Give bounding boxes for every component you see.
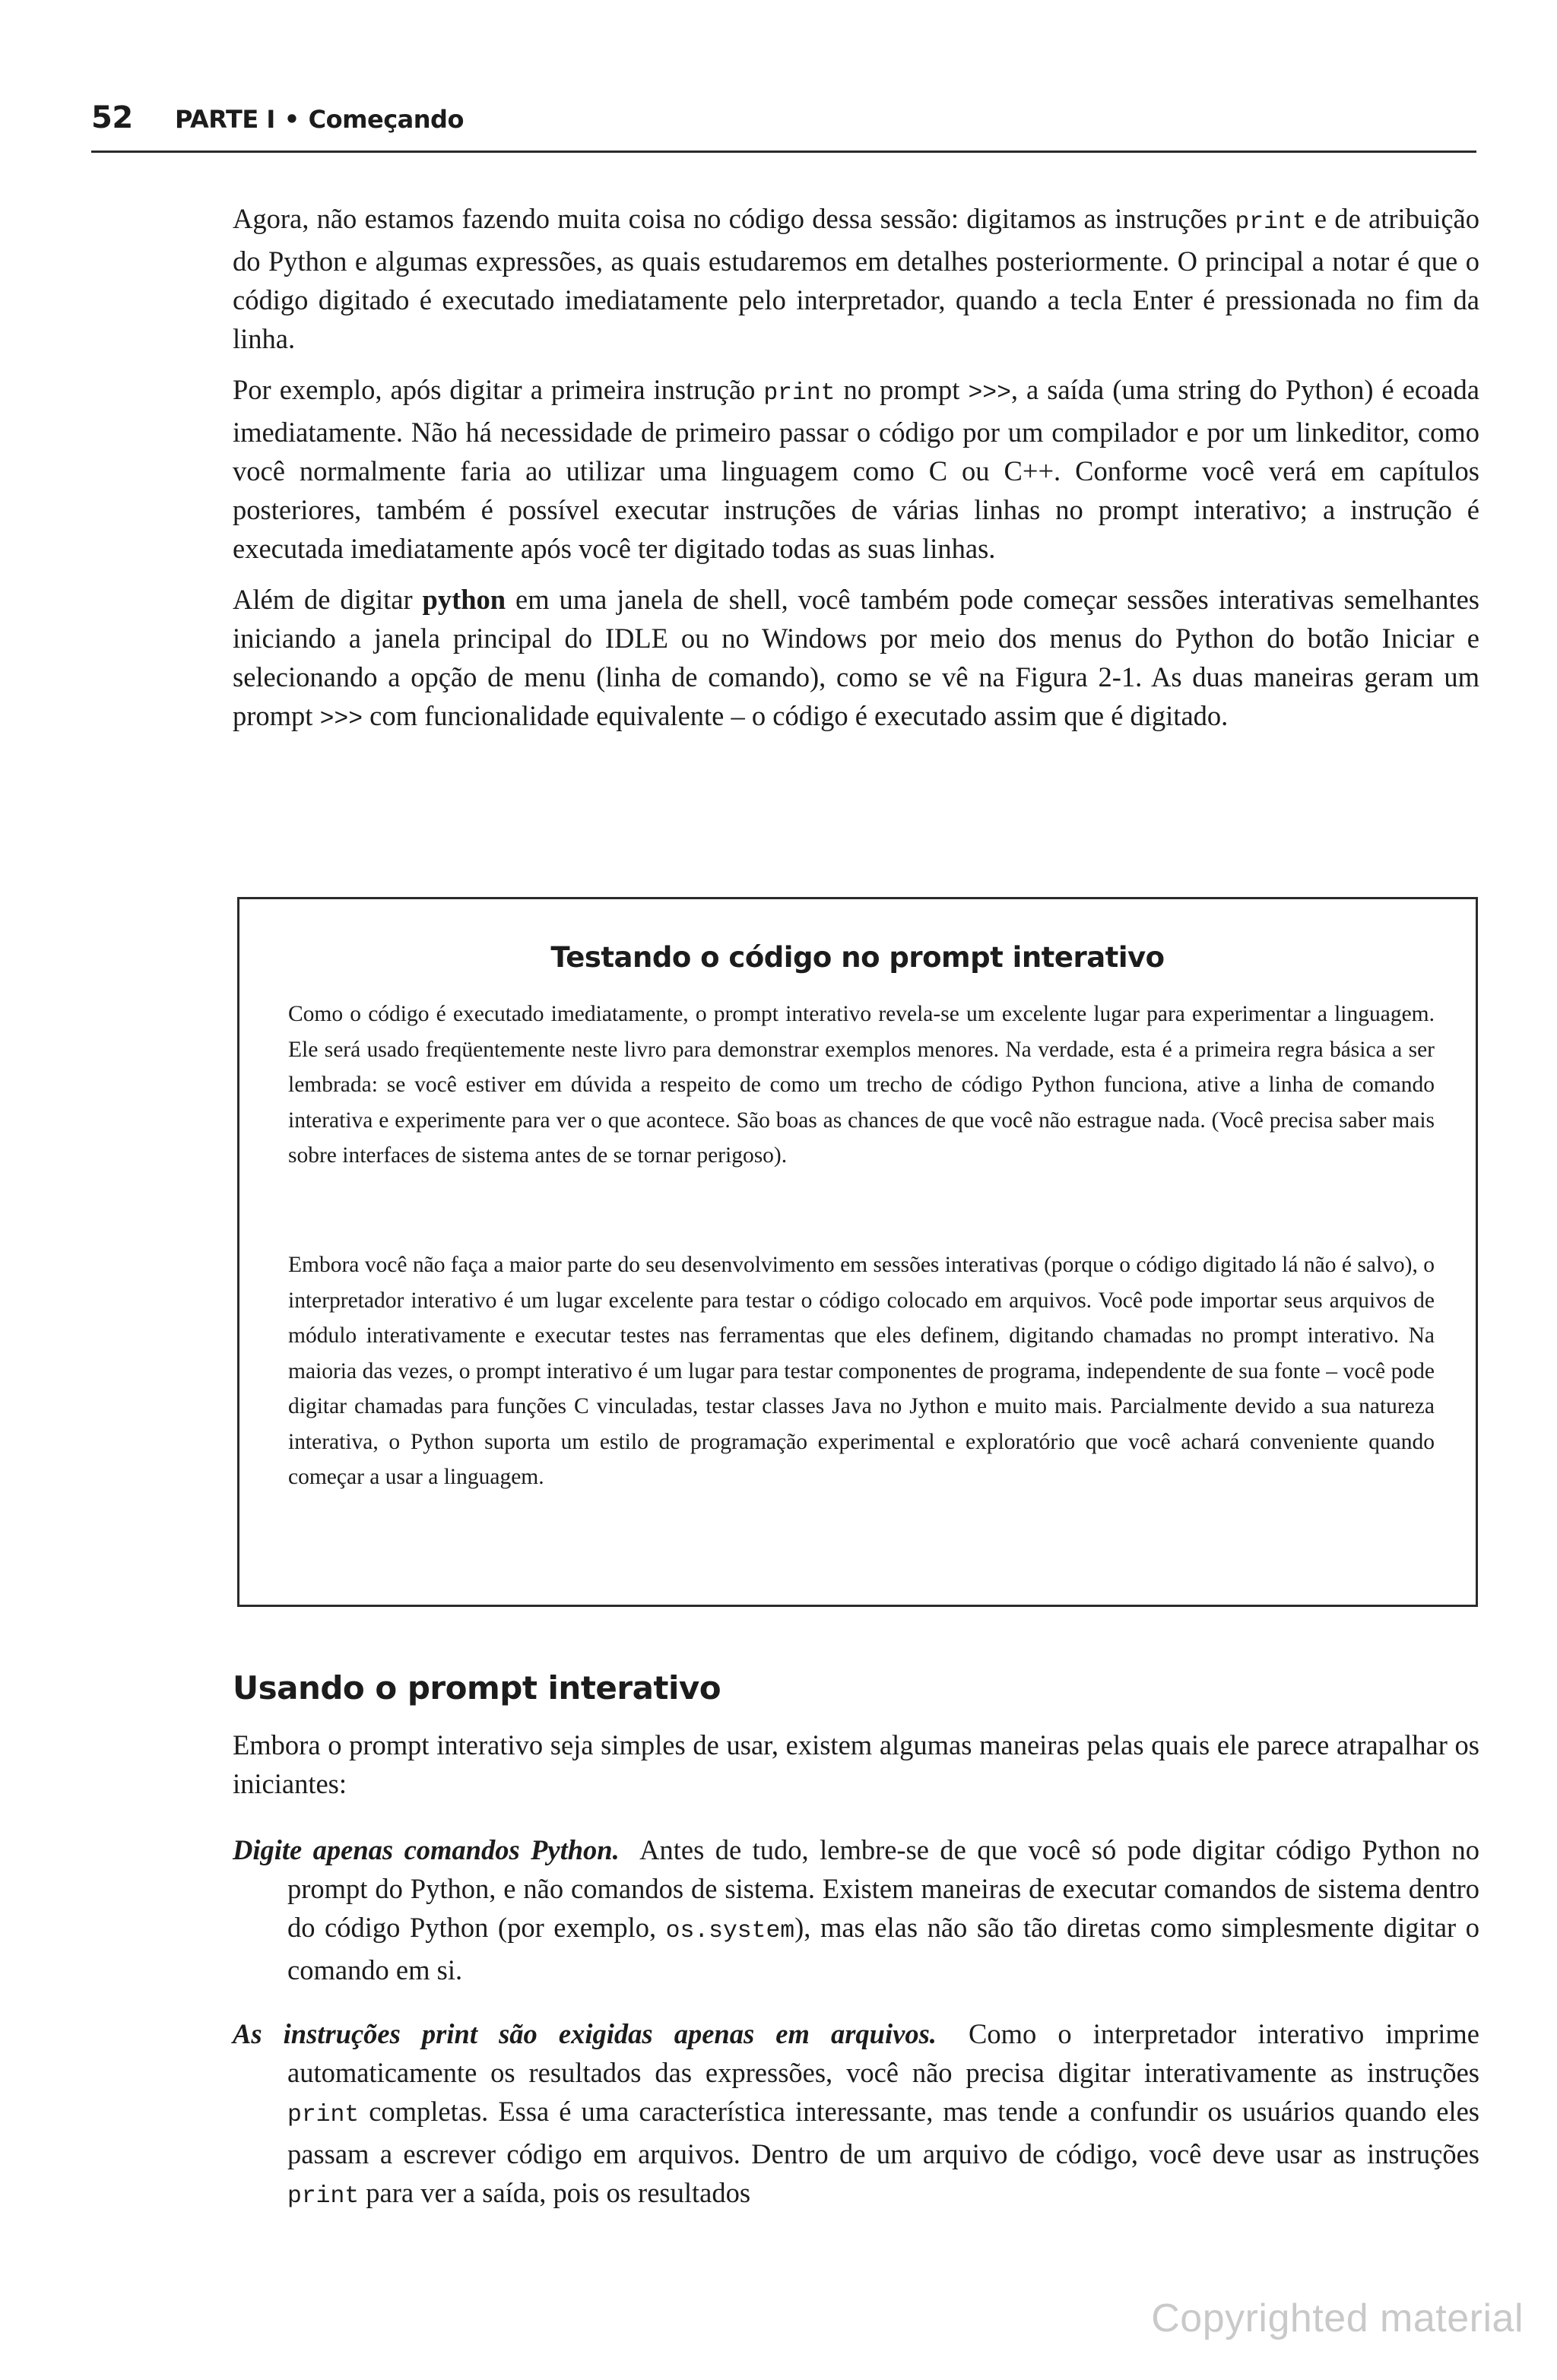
code-print: print bbox=[1235, 209, 1307, 236]
sidebar-title: Testando o código no prompt interativo bbox=[550, 941, 1165, 974]
code-os-system: os.system bbox=[665, 1918, 795, 1944]
bullet-separator: • bbox=[284, 105, 300, 134]
running-head bbox=[91, 100, 1476, 153]
paragraph-2: Por exemplo, após digitar a primeira instrução print no prompt >>>, a saída (uma string do Python) é ecoada imediatamente. Não há necessidade de primeiro passar o código por um compilador e por um linkeditor, como você normalmente faria ao utilizar uma linguagem como C ou C++. Conforme você verá em capítulos posteriores, também é possível executar instruções de várias linhas no prompt interativo; a instrução é executada imediatamente após você ter digitado todas as suas linhas. bbox=[233, 374, 1479, 564]
paragraph-3: Além de digitar python em uma janela de shell, você também pode começar sessões interativas semelhantes iniciando a janela principal do IDLE ou no Windows por meio dos menus do Python do botão Iniciar e selecionando a opção de menu (linha de comando), como se vê na Figura 2-1. As duas maneiras geram um prompt >>> com funcionalidade equivalente – o código é executado assim que é digitado. bbox=[233, 584, 1479, 733]
running-head-title bbox=[175, 105, 464, 134]
item-term: Digite apenas comandos Python. bbox=[233, 1834, 620, 1865]
code-print: print bbox=[287, 2183, 360, 2210]
bold-python: python bbox=[422, 584, 506, 615]
code-prompt: >>> bbox=[319, 706, 363, 733]
sidebar-box bbox=[237, 897, 1478, 1607]
chapter-label: Começando bbox=[308, 105, 464, 134]
section-heading: Usando o prompt interativo bbox=[233, 1669, 721, 1707]
page-number: 52 bbox=[91, 100, 133, 135]
sidebar-paragraph-2: Embora você não faça a maior parte do seu desenvolvimento em sessões interativas (porque o código digitado lá não é salvo), o interpretador interativo é um lugar excelente para testar o código colocado em arquivos. Você pode importar seus arquivos de módulo interativamente e executar testes nas ferramentas que eles definem, digitando chamadas no prompt interativo. Na maioria das vezes, o prompt interativo é um lugar para testar componentes de programa, independente de sua fonte – você pode digitar chamadas para funções C vinculadas, testar classes Java no Jython e muito mais. Parcialmente devido a sua natureza interativa, o Python suporta um estilo de programação experimental e exploratório que você achará conveniente quando começar a usar a linguagem. bbox=[288, 1253, 1435, 1489]
paragraph-1: Agora, não estamos fazendo muita coisa no código dessa sessão: digitamos as instruções print e de atribuição do Python e algumas expressões, as quais estudaremos em detalhes posteriormente. O principal a notar é que o código digitado é executado imediatamente pelo interpretador, quando a tecla Enter é pressionada no fim da linha. bbox=[233, 203, 1479, 354]
item-term: As instruções print são exigidas apenas em arquivos. bbox=[233, 2018, 937, 2049]
definition-item: As instruções print são exigidas apenas em arquivos. Como o interpretador interativo imprime automaticamente os resultados das expressões, você não precisa digitar interativamente as instruções print completas. Essa é uma característica interessante, mas tende a confundir os usuários quando eles passam a escrever código em arquivos. Dentro de um arquivo de código, você deve usar as instruções print para ver a saída, pois os resultados bbox=[233, 2018, 1480, 2210]
sidebar-paragraph-1: Como o código é executado imediatamente, o prompt interativo revela-se um excelente lugar para experimentar a linguagem. Ele será usado freqüentemente neste livro para demonstrar exemplos menores. Na verdade, esta é a primeira regra básica a ser lembrada: se você estiver em dúvida a respeito de como um trecho de código Python funciona, ative a linha de comando interativa e experimente para ver o que acontece. São boas as chances de que você não estrague nada. (Você precisa saber mais sobre interfaces de sistema antes de se tornar perigoso). bbox=[288, 1002, 1435, 1168]
part-label: PARTE I bbox=[175, 105, 275, 134]
code-print: print bbox=[287, 2102, 360, 2128]
code-prompt: >>> bbox=[968, 380, 1011, 407]
section-intro: Embora o prompt interativo seja simples de usar, existem algumas maneiras pelas quais ele parece atrapalhar os iniciantes: bbox=[233, 1729, 1479, 1799]
code-print: print bbox=[763, 380, 836, 407]
copyright-watermark: Copyrighted material bbox=[1151, 2296, 1524, 2340]
definition-item: Digite apenas comandos Python. Antes de tudo, lembre-se de que você só pode digitar código Python no prompt do Python, e não comandos de sistema. Existem maneiras de executar comandos de sistema dentro do código Python (por exemplo, os.system), mas elas não são tão diretas como simplesmente digitar o comando em si. bbox=[233, 1834, 1479, 1985]
intro-text bbox=[233, 199, 1479, 751]
